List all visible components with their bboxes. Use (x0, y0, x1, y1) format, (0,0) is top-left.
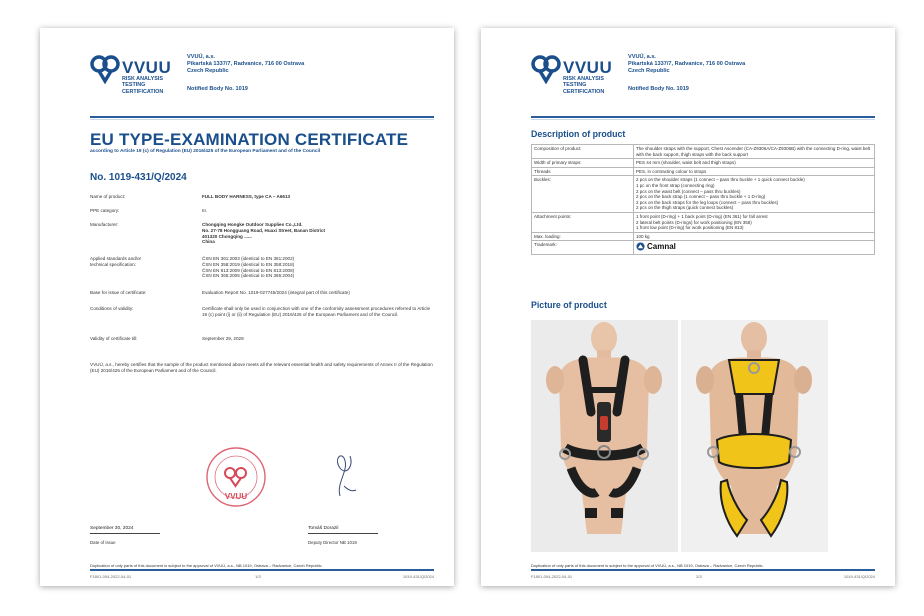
certificate-title: EU TYPE-EXAMINATION CERTIFICATE (90, 130, 409, 149)
duplication-note: Duplication of only parts of this document is subject to the approval of VVUÚ, a.s., NB 1019, Ostrava – Radvanice, Czech Republic. (531, 563, 764, 568)
camnal-logo-icon (636, 242, 645, 251)
signer-caption: Deputy Director NB 1019 (308, 540, 357, 545)
organization-address: VVUÚ, a.s. Pikartská 1337/7, Radvanice, 716 00 Ostrava Czech Republic (187, 54, 305, 74)
issue-date-caption: Date of issue (90, 540, 116, 545)
vvuu-logo (90, 54, 180, 100)
footer-rule (531, 569, 875, 571)
vvuu-logo (531, 54, 621, 100)
header-rule (90, 116, 434, 118)
header-rule-thin (90, 119, 434, 120)
organization-address: VVUÚ, a.s. Pikartská 1337/7, Radvanice, 716 00 Ostrava Czech Republic (628, 54, 746, 74)
picture-title: Picture of product (531, 300, 607, 310)
table-row: Composition of product: The shoulder straps with the support, Chest Ascender (CA-Z9306A/CA-Z9306B) with the connecting D-ring, waist belt with the back support, thigh straps with the back support (532, 145, 875, 159)
vvuu-logo-icon (90, 54, 120, 84)
certificate-subtitle: according to Article 19 (c) of Regulation (EU) 2016/425 of the European Parliament and of the Council (90, 149, 321, 154)
footer-cert-number: 1019-431/Q/2024 (843, 574, 875, 579)
header-rule-thin (531, 119, 875, 120)
table-row: Max. loading: 100 kg (532, 232, 875, 241)
certification-statement: VVUÚ, a.s., hereby certifies that the sample of the product mentioned above meets all the relevant essential health and safety requirements of Annex II of the Regulation (EU) 2016/425 of the European Parliament and of the Council. (90, 362, 433, 373)
page-number: 2/3 (696, 574, 702, 579)
document-header (531, 50, 875, 110)
brand-subtitle: RISK ANALYSIS TESTING CERTIFICATION (122, 76, 164, 95)
page-number: 1/3 (255, 574, 261, 579)
brand-subtitle: RISK ANALYSIS TESTING CERTIFICATION (563, 76, 605, 95)
notified-body: Notified Body No. 1019 (628, 86, 689, 92)
product-description-table (531, 144, 875, 255)
document-header (90, 50, 434, 110)
product-photo-front (531, 320, 678, 552)
form-code: F1801-004-2022-04-01 (531, 574, 573, 579)
harness-front-image (531, 320, 678, 552)
product-photo-back (681, 320, 828, 552)
official-stamp (205, 446, 267, 508)
table-row: Buckles: 2 pcs on the shoulder straps (1 connect – pass thru buckle + 1 quick connect buckle) 1 pc on the front strap (connecting ring) 2 pcs on the waist belt (connect – pass thru buckles) 2 pcs on the back strap (1 connect – pass thru buckle + 1 D-ring) 2 pcs on the back straps for the leg loops (connect – pass thru buckles) 2 pcs on the thigh straps (quick connect buckles) (532, 176, 875, 213)
signature-icon (310, 446, 370, 506)
vvuu-logo-icon (531, 54, 561, 84)
footer-cert-number: 1019-431/Q/2024 (402, 574, 434, 579)
stamp-seal-icon (205, 446, 267, 508)
description-title: Description of product (531, 129, 626, 139)
camnal-trademark-logo: Camnal (636, 242, 676, 251)
signer-name: Tomáš Dorazil (308, 526, 378, 534)
stamp-text: VVUU (224, 492, 248, 501)
header-rule (531, 116, 875, 118)
brand-name: VVUU (122, 58, 172, 77)
certificate-number: No. 1019-431/Q/2024 (90, 172, 187, 183)
issue-date: September 30, 2024 (90, 526, 160, 534)
certificate-page-1: VVUU RISK ANALYSIS TESTING CERTIFICATION VVUÚ, a.s. Pikartská 1337/7, Radvanice, 716 00 Ostrava Czech Republic Notified Body No. 1019 EU TYPE-EXAMINATION CERTIFICATE according to Article 19 (c) of Regulation (EU) 2016/425 of the European Parliament and of the Council No. 1019-431/Q/2024 Name of product: FULL BODY HARNESS, type CA – A6613 PPE category: III. Manufacturer: Chongqing Hongke Outdoor Supplies Co.,Ltd. No. 27-78 Hongguang Road, Huaxi Street, Banan District 401320 Chongqing ...... China Applied standards and/or technical specification: ČSN EN 361:2003 (identical to EN 361:2002) ČSN EN 358:2019 (identical to EN 358:2018) ČSN EN 813:2009 (identical to EN 813:2008) ČSN EN 365:2005 (identical to EN 365:2004) Base for issue of certificate: Evaluation Report No. 1019-027745/2024 (integral part of this certificate) Conditions of validity: Certificate shall only be used in conjunction with one of the conformity assessment procedures referred to Article 19 (c) point (i) or (ii) of Regulation (EU) 2016/425 of the European Parliament and of the Council. Validity of certificate till: September 29, 2029 VVUÚ, a.s., hereby certifies that the sample of the product mentioned above meets all the relevant essential health and safety requirements of Annex II of the Regulation (EU) 2016/425 of the European Parliament and of the Council. VVUU September 30, 2024 Date of issue Tomáš Dorazil Deputy Director NB 1019 Duplication of only parts of this document is subject to the approval of VVUÚ, a.s., NB 1019, Ostrava – Radvanice, Czech Republic. F1801-004-2022-04-01 1/3 1019-431/Q/2024 (40, 28, 454, 586)
table-row: Attachment points: 1 front point (D-ring) + 1 back point (D-ring) (EN 361) for fall arrest 2 lateral belt points (D-rings) for work positioning (EN 358) 1 front low point (D-ring) for work positioning (EN 813) (532, 212, 875, 232)
handwritten-signature (310, 446, 370, 506)
certificate-page-2 (481, 28, 895, 586)
table-row: Width of primary straps: PES 44 mm (shoulder, waist belt and thigh straps) (532, 159, 875, 168)
brand-name: VVUU (563, 58, 613, 77)
form-code: F1801-004-2022-04-01 (90, 574, 132, 579)
table-row: Trademark: Camnal (532, 241, 875, 255)
duplication-note: Duplication of only parts of this document is subject to the approval of VVUÚ, a.s., NB 1019, Ostrava – Radvanice, Czech Republic. (90, 563, 323, 568)
footer-rule (90, 569, 434, 571)
table-row: Threads PES, in contracting colour to straps (532, 167, 875, 176)
harness-back-image (681, 320, 828, 552)
notified-body: Notified Body No. 1019 (187, 86, 248, 92)
